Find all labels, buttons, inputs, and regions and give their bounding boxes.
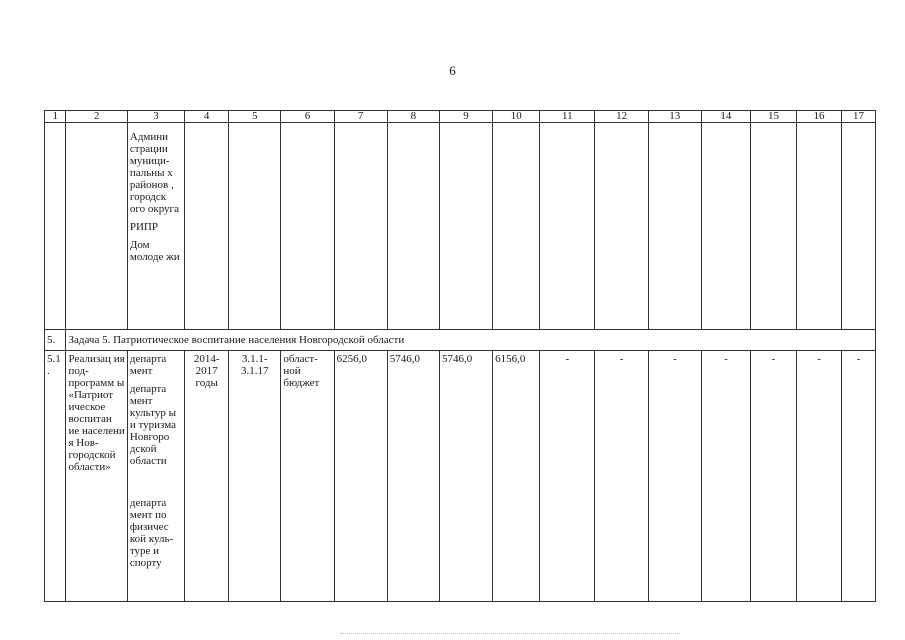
header-cell: 5 [229, 111, 281, 123]
executor-text: департа мент по физичес кой куль- туре и спорту [129, 497, 174, 569]
period-cell: 2014-2017 годы [185, 351, 229, 602]
executor-cell [127, 351, 184, 602]
header-cell: 17 [842, 111, 876, 123]
value-cell: - [540, 351, 595, 602]
header-cell: 16 [797, 111, 842, 123]
header-cell: 15 [750, 111, 796, 123]
header-row [45, 111, 876, 123]
task-row [45, 330, 876, 351]
value-cell: - [797, 351, 842, 602]
value-cell: - [842, 351, 876, 602]
header-cell: 10 [493, 111, 540, 123]
header-cell: 1 [45, 111, 66, 123]
executor-text: Дом молоде жи [129, 239, 180, 263]
value-cell: 5746,0 [439, 351, 492, 602]
value-cell: - [595, 351, 648, 602]
header-cell: 6 [281, 111, 334, 123]
value-cell: 5746,0 [387, 351, 439, 602]
header-cell: 3 [127, 111, 184, 123]
value-cell: - [648, 351, 701, 602]
executor-text: департа мент культур ы и туризма Новгоро дской области [129, 383, 177, 467]
program-table [44, 110, 876, 602]
header-cell: 14 [701, 111, 750, 123]
header-cell: 7 [334, 111, 387, 123]
header-cell: 4 [185, 111, 229, 123]
page-number: 6 [449, 63, 456, 78]
header-cell: 8 [387, 111, 439, 123]
header-cell: 2 [66, 111, 127, 123]
measure-name: Реализац ия под- программ ы «Патриот ическое воспитан ие населени я Нов- городской области» [66, 351, 127, 602]
source-cell: област- ной бюджет [281, 351, 334, 602]
executor-text: Админи страции муници- пальны х районов , городск ого округа [129, 131, 179, 215]
executor-text: РИПР [129, 221, 158, 233]
header-cell: 9 [439, 111, 492, 123]
table-row [45, 123, 876, 330]
value-cell: 6156,0 [493, 351, 540, 602]
executor-cell [127, 123, 184, 330]
task-number: 5. [45, 330, 66, 351]
value-cell: - [701, 351, 750, 602]
header-cell: 13 [648, 111, 701, 123]
table-row [45, 351, 876, 602]
value-cell: 6256,0 [334, 351, 387, 602]
value-cell: - [750, 351, 796, 602]
row-number: 5.1 . [45, 351, 66, 602]
header-cell: 11 [540, 111, 595, 123]
scan-artifact [340, 633, 680, 636]
codes-cell: 3.1.1-3.1.17 [229, 351, 281, 602]
task-title: Задача 5. Патриотическое воспитание населения Новгородской области [66, 330, 876, 351]
header-cell: 12 [595, 111, 648, 123]
executor-text: департа мент [129, 353, 167, 377]
